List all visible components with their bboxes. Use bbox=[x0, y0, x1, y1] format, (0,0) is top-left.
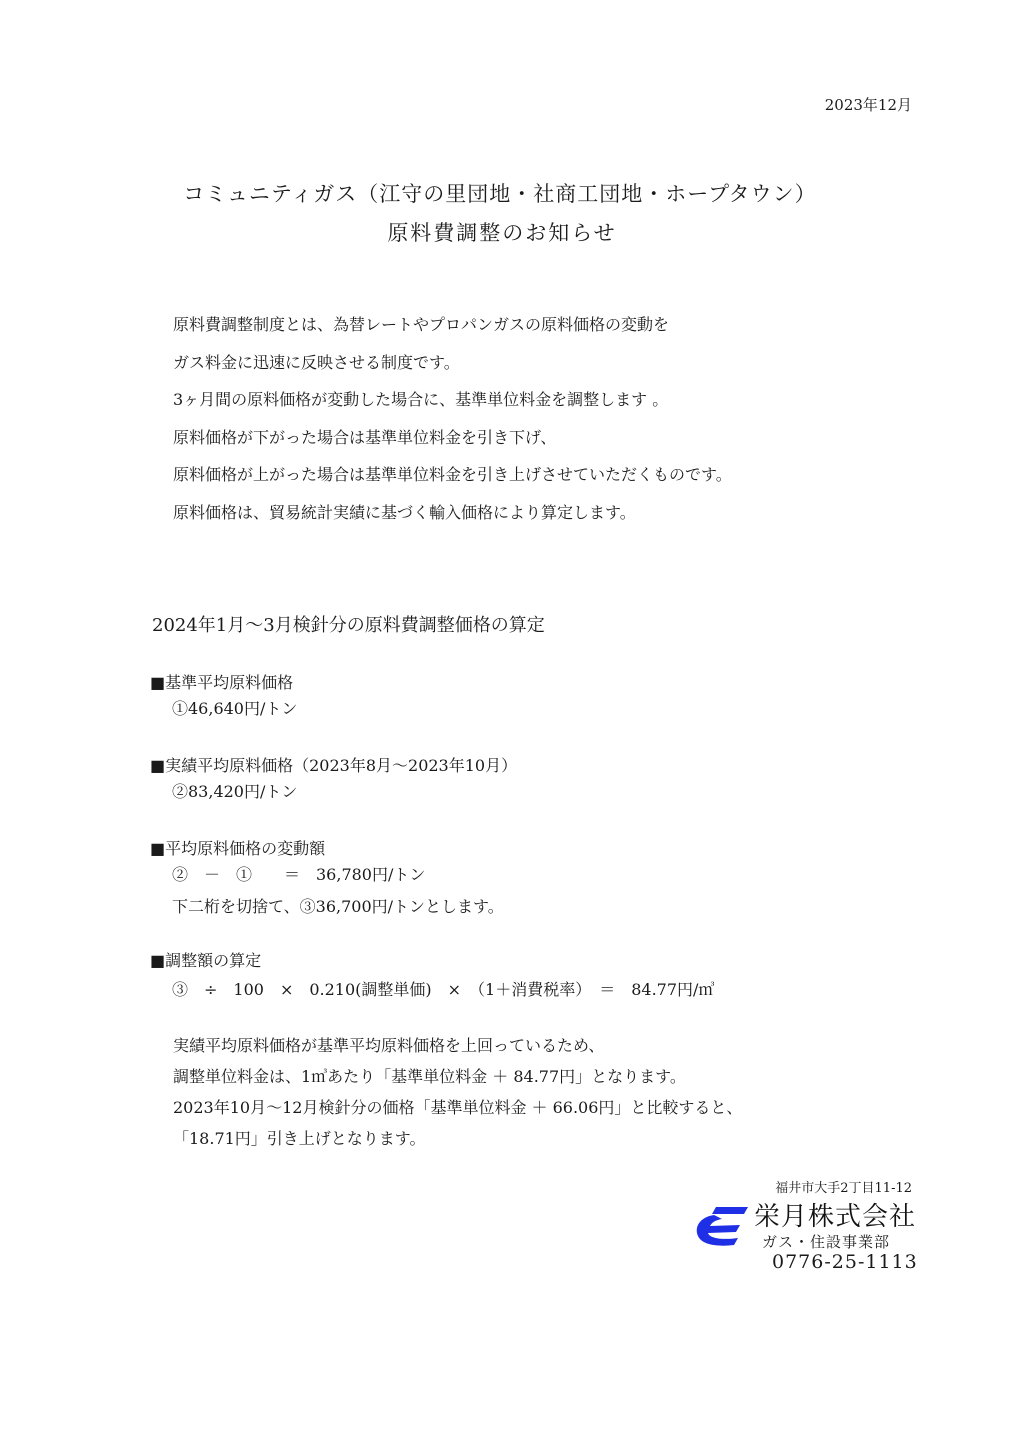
document-title-line1: コミュニティガス（江守の里団地・社商工団地・ホープタウン） bbox=[183, 182, 817, 206]
document-title-line2: 原料費調整のお知らせ bbox=[387, 221, 617, 245]
price-change-block bbox=[150, 836, 504, 920]
conclusion-line: 2023年10月～12月検針分の価格「基準単位料金 ＋ 66.06円」と比較すると、 bbox=[173, 1098, 743, 1117]
actual-price-block bbox=[150, 753, 517, 805]
price-change-note: 下二桁を切捨て、③36,700円/トンとします。 bbox=[172, 897, 504, 916]
conclusion-line: 調整単位料金は、1㎥あたり「基準単位料金 ＋ 84.77円」となります。 bbox=[173, 1067, 686, 1086]
price-change-formula: ② － ① ＝ 36,780円/トン bbox=[172, 865, 426, 884]
conclusion-line: 「18.71円」引き上げとなります。 bbox=[173, 1129, 426, 1148]
company-address: 福井市大手2丁目11-12 bbox=[775, 1181, 912, 1196]
conclusion-paragraph bbox=[173, 1032, 742, 1156]
company-phone: 0776-25-1113 bbox=[772, 1251, 918, 1273]
standard-price-block bbox=[150, 670, 297, 722]
adjustment-formula: ③ ÷ 100 × 0.210(調整単価) × （1＋消費税率） ＝ 84.77円/㎥ bbox=[172, 980, 715, 999]
standard-price-heading: ■基準平均原料価格 bbox=[150, 673, 294, 692]
price-change-heading: ■平均原料価格の変動額 bbox=[150, 839, 326, 858]
intro-line: 3ヶ月間の原料価格が変動した場合に、基準単位料金を調整します 。 bbox=[173, 390, 669, 409]
section-title: 2024年1月～3月検針分の原料費調整価格の算定 bbox=[152, 615, 545, 636]
intro-line: ガス料金に迅速に反映させる制度です。 bbox=[173, 352, 460, 372]
adjustment-heading: ■調整額の算定 bbox=[150, 951, 262, 970]
actual-price-heading: ■実績平均原料価格（2023年8月～2023年10月） bbox=[150, 756, 518, 775]
intro-line: 原料価格は、貿易統計実績に基づく輸入価格により算定します。 bbox=[173, 502, 636, 522]
adjustment-block bbox=[150, 948, 714, 1003]
intro-line: 原料価格が下がった場合は基準単位料金を引き下げ、 bbox=[173, 427, 557, 447]
company-department: ガス・住設事業部 bbox=[762, 1233, 891, 1251]
intro-paragraph bbox=[173, 311, 732, 536]
company-logo-icon bbox=[694, 1203, 750, 1249]
actual-price-value: ②83,420円/トン bbox=[172, 782, 298, 801]
company-name: 栄月株式会社 bbox=[754, 1202, 917, 1232]
conclusion-line: 実績平均原料価格が基準平均原料価格を上回っているため、 bbox=[173, 1036, 605, 1055]
document-date: 2023年12月 bbox=[824, 96, 912, 114]
intro-line: 原料価格が上がった場合は基準単位料金を引き上げさせていただくものです。 bbox=[173, 465, 732, 484]
standard-price-value: ①46,640円/トン bbox=[172, 699, 298, 718]
intro-line: 原料費調整制度とは、為替レートやプロパンガスの原料価格の変動を bbox=[173, 315, 670, 334]
